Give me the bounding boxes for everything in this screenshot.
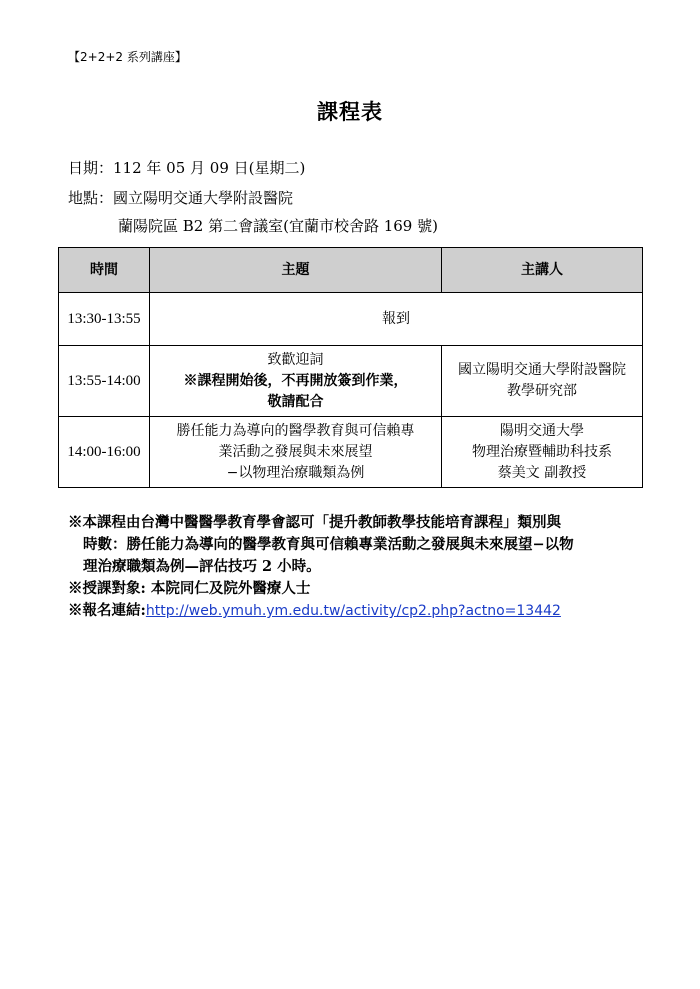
- speaker-line: 陽明交通大學: [500, 422, 584, 439]
- speaker-line: 蔡美文 副教授: [497, 464, 587, 481]
- place-line: 地點：國立陽明交通大學附設醫院: [68, 189, 294, 207]
- accreditation-note-cont: 時數：勝任能力為導向的醫學教育與可信賴專業活動之發展與未來展望−以物: [83, 536, 574, 553]
- place-sub-line: 蘭陽院區 B2 第二會議室(宜蘭市校舍路 169 號): [118, 217, 438, 235]
- date-line: 日期：112 年 05 月 09 日(星期二): [68, 159, 306, 177]
- table-row: [59, 293, 643, 346]
- notes-section: [68, 512, 648, 622]
- header-time: 時間: [59, 248, 150, 293]
- table-header-row: [59, 248, 643, 293]
- accreditation-note: ※本課程由台灣中醫醫學教育學會認可「提升教師教學技能培育課程」類別與: [68, 514, 561, 531]
- topic-line: −以物理治療職類為例: [226, 464, 365, 481]
- topic-line: 業活動之發展與未來展望: [218, 443, 373, 460]
- speaker-line: 物理治療暨輔助科技系: [472, 443, 612, 460]
- registration-link[interactable]: http://web.ymuh.ym.edu.tw/activity/cp2.php?actno=13442: [145, 603, 561, 619]
- table-row: [59, 417, 643, 488]
- topic-notice-line: ※課程開始後，不再開放簽到作業，: [183, 372, 408, 389]
- time-cell: 14:00-16:00: [59, 417, 150, 488]
- speaker-cell: [442, 417, 643, 488]
- audience-note: ※授課對象: 本院同仁及院外醫療人士: [68, 580, 311, 597]
- registration-note: [68, 600, 648, 622]
- page-title: 課程表: [317, 99, 383, 124]
- header-topic: 主題: [150, 248, 442, 293]
- series-label: 【2+2+2 系列講座】: [68, 50, 187, 64]
- topic-line: 致歡迎詞: [267, 351, 324, 368]
- topic-cell: [150, 417, 442, 488]
- topic-cell: 報到: [150, 293, 643, 346]
- speaker-line: 教學研究部: [507, 383, 577, 399]
- time-cell: 13:30-13:55: [59, 293, 150, 346]
- header-speaker: 主講人: [442, 248, 643, 293]
- speaker-line: 國立陽明交通大學附設醫院: [458, 362, 626, 378]
- topic-notice-line: 敬請配合: [267, 393, 324, 410]
- time-cell: 13:55-14:00: [59, 346, 150, 417]
- table-row: [59, 346, 643, 417]
- speaker-cell: [442, 346, 643, 417]
- topic-line: 勝任能力為導向的醫學教育與可信賴專: [176, 422, 415, 439]
- topic-cell: [150, 346, 442, 417]
- schedule-table: [58, 247, 643, 488]
- registration-label: ※報名連結:: [68, 602, 146, 619]
- accreditation-note-cont: 理治療職類為例—評估技巧 2 小時。: [83, 558, 321, 575]
